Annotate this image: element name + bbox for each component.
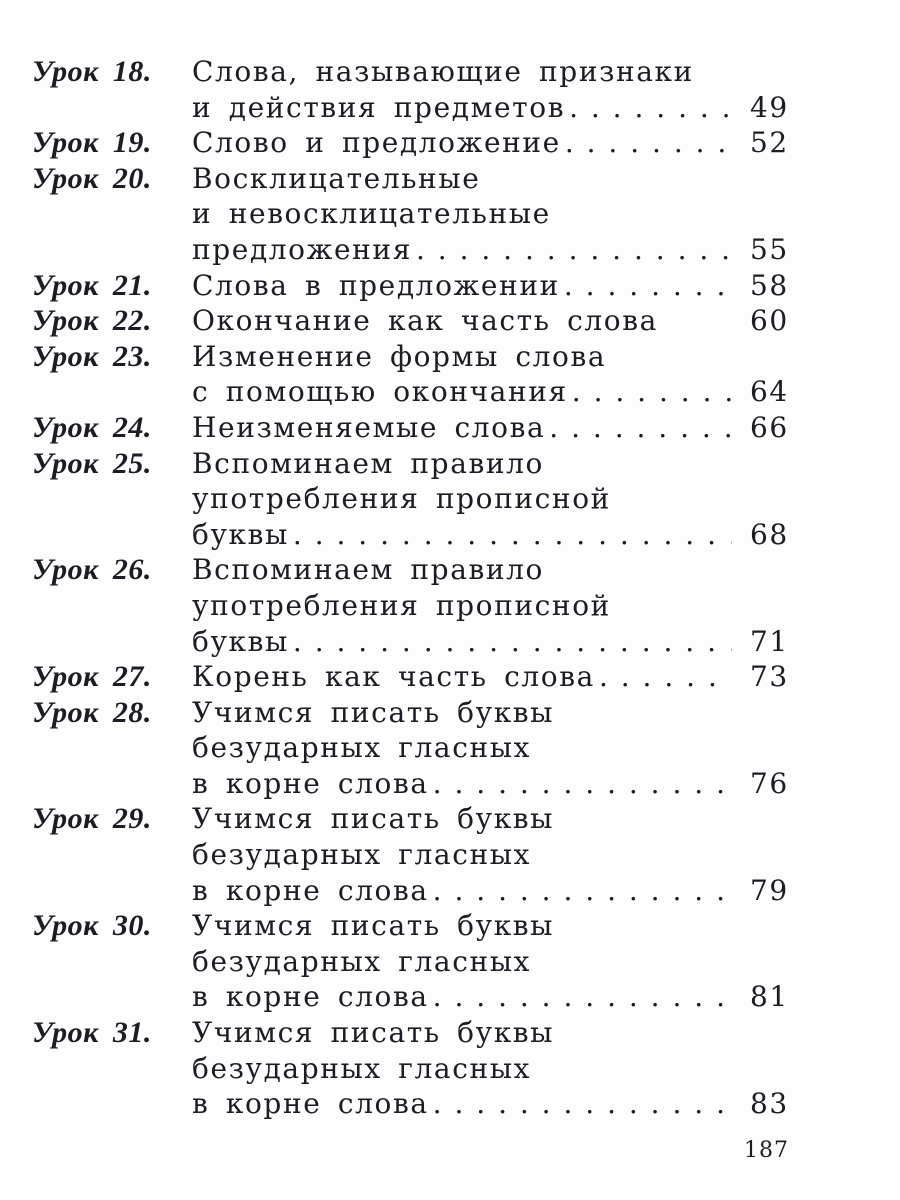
dot-leader [568,374,732,410]
lesson-title-text: Корень как часть слова [192,660,595,694]
lesson-page-number: 76 [750,766,789,800]
lesson-title-line [192,410,732,446]
dot-leader [412,232,732,268]
toc-entry [32,303,812,339]
dot-leader [289,624,732,660]
toc-entry [32,54,812,125]
lesson-label: Урок 28. [32,695,152,729]
lesson-title-line [192,695,732,731]
lesson-title-text: в корне слова [192,980,429,1014]
lesson-title-text: Учимся писать буквы [192,1016,555,1050]
toc-entry [32,446,812,553]
lesson-page-number: 79 [750,873,789,907]
lesson-title-text: в корне слова [192,766,429,800]
lesson-title [192,659,732,695]
lesson-page-number: 83 [750,1087,789,1121]
lesson-page-number: 60 [750,304,789,338]
lesson-title [192,446,732,553]
dot-leader [560,268,732,304]
dot-leader [429,766,732,802]
lesson-title-line [192,339,732,375]
lesson-title-line [192,979,732,1015]
lesson-title [192,54,732,125]
lesson-title-text: Слова, называющие признаки [192,55,694,88]
lesson-title-text: буквы [192,517,289,551]
lesson-title-text: Окончание как часть слова [192,304,658,338]
lesson-page-number: 81 [750,980,789,1014]
lesson-title-text: Слова в предложении [192,268,560,302]
lesson-title-line [192,552,732,588]
lesson-page-number: 55 [750,232,789,266]
toc-entry [32,552,812,659]
lesson-title-text: Изменение формы слова [192,339,607,373]
lesson-title-line [192,801,732,837]
lesson-title-text: Вспоминаем правило [192,446,544,480]
lesson-title [192,908,732,1015]
lesson-title [192,161,732,268]
lesson-title [192,695,732,802]
lesson-label: Урок 26. [32,553,152,587]
lesson-title-line [192,873,732,909]
lesson-title-line [192,837,732,873]
lesson-title-line [192,1051,732,1087]
lesson-label: Урок 27. [32,660,152,694]
lesson-page-number: 52 [750,126,789,160]
dot-leader [429,979,732,1015]
toc-entry [32,659,812,695]
lesson-title-line [192,303,732,339]
dot-leader [561,125,732,161]
lesson-label: Урок 23. [32,339,152,373]
lesson-title-text: употребления прописной [192,588,611,622]
toc-entry [32,908,812,1015]
lesson-title [192,801,732,908]
lesson-title [192,410,732,446]
lesson-title-line [192,481,732,517]
toc-entry [32,339,812,410]
lesson-title-text: и действия предметов [192,90,566,124]
lesson-title-line [192,268,732,304]
toc-entry [32,1015,812,1122]
lesson-title [192,552,732,659]
lesson-title-text: в корне слова [192,1087,429,1121]
lesson-title-line [192,1086,732,1122]
lesson-label: Урок 18. [32,55,152,88]
lesson-label: Урок 24. [32,410,152,444]
lesson-title-text: Вспоминаем правило [192,553,544,587]
toc-entry [32,125,812,161]
lesson-label: Урок 22. [32,304,152,338]
lesson-title-text: в корне слова [192,873,429,907]
lesson-title-text: безударных гласных [192,1051,532,1085]
dot-leader [545,410,732,446]
lesson-title-text: Учимся писать буквы [192,802,555,836]
lesson-title [192,1015,732,1122]
lesson-title-text: Учимся писать буквы [192,909,555,943]
toc-entry [32,161,812,268]
toc-entry [32,268,812,304]
lesson-title-text: и невосклицательные [192,197,551,231]
lesson-label: Урок 19. [32,126,152,160]
lesson-title-line [192,196,732,232]
lesson-title-line [192,90,732,126]
lesson-title-line [192,517,732,553]
toc-entry [32,695,812,802]
lesson-title-line [192,766,732,802]
lesson-title [192,125,732,161]
lesson-label: Урок 25. [32,446,152,480]
lesson-title-text: безударных гласных [192,731,532,765]
lesson-label: Урок 20. [32,161,152,195]
lesson-title-line [192,446,732,482]
lesson-title-line [192,944,732,980]
lesson-page-number: 49 [750,90,789,124]
lesson-title-line [192,659,732,695]
lesson-title [192,339,732,410]
lesson-title [192,268,732,304]
lesson-title-line [192,161,732,197]
lesson-title-text: употребления прописной [192,482,611,516]
lesson-label: Урок 31. [32,1016,152,1050]
lesson-title-line [192,588,732,624]
lesson-label: Урок 30. [32,909,152,943]
lesson-title-text: с помощью окончания [192,375,568,409]
toc-entry [32,410,812,446]
dot-leader [429,1086,732,1122]
table-of-contents [32,54,812,1122]
lesson-title-line [192,125,732,161]
dot-leader [289,517,732,553]
lesson-title-line [192,54,732,90]
lesson-title-text: буквы [192,624,289,658]
toc-entry [32,801,812,908]
dot-leader [565,90,732,126]
lesson-page-number: 58 [750,268,789,302]
lesson-title-text: Неизменяемые слова [192,410,546,444]
lesson-page-number: 71 [750,624,789,658]
lesson-label: Урок 29. [32,802,152,836]
lesson-title-text: безударных гласных [192,838,532,872]
lesson-page-number: 73 [750,660,789,694]
dot-leader [429,873,732,909]
lesson-label: Урок 21. [32,268,152,302]
lesson-title-line [192,908,732,944]
lesson-title [192,303,732,339]
lesson-title-line [192,624,732,660]
lesson-title-text: Слово и предложение [192,126,561,160]
lesson-title-line [192,374,732,410]
lesson-title-line [192,730,732,766]
lesson-title-text: Восклицательные [192,161,481,195]
lesson-title-line [192,1015,732,1051]
lesson-title-line [192,232,732,268]
lesson-title-text: Учимся писать буквы [192,695,555,729]
lesson-page-number: 64 [750,375,789,409]
page-number: 187 [744,1138,789,1163]
lesson-title-text: безударных гласных [192,944,532,978]
lesson-title-text: предложения [192,232,412,266]
lesson-page-number: 66 [750,410,789,444]
dot-leader [595,659,732,695]
lesson-page-number: 68 [750,517,789,551]
